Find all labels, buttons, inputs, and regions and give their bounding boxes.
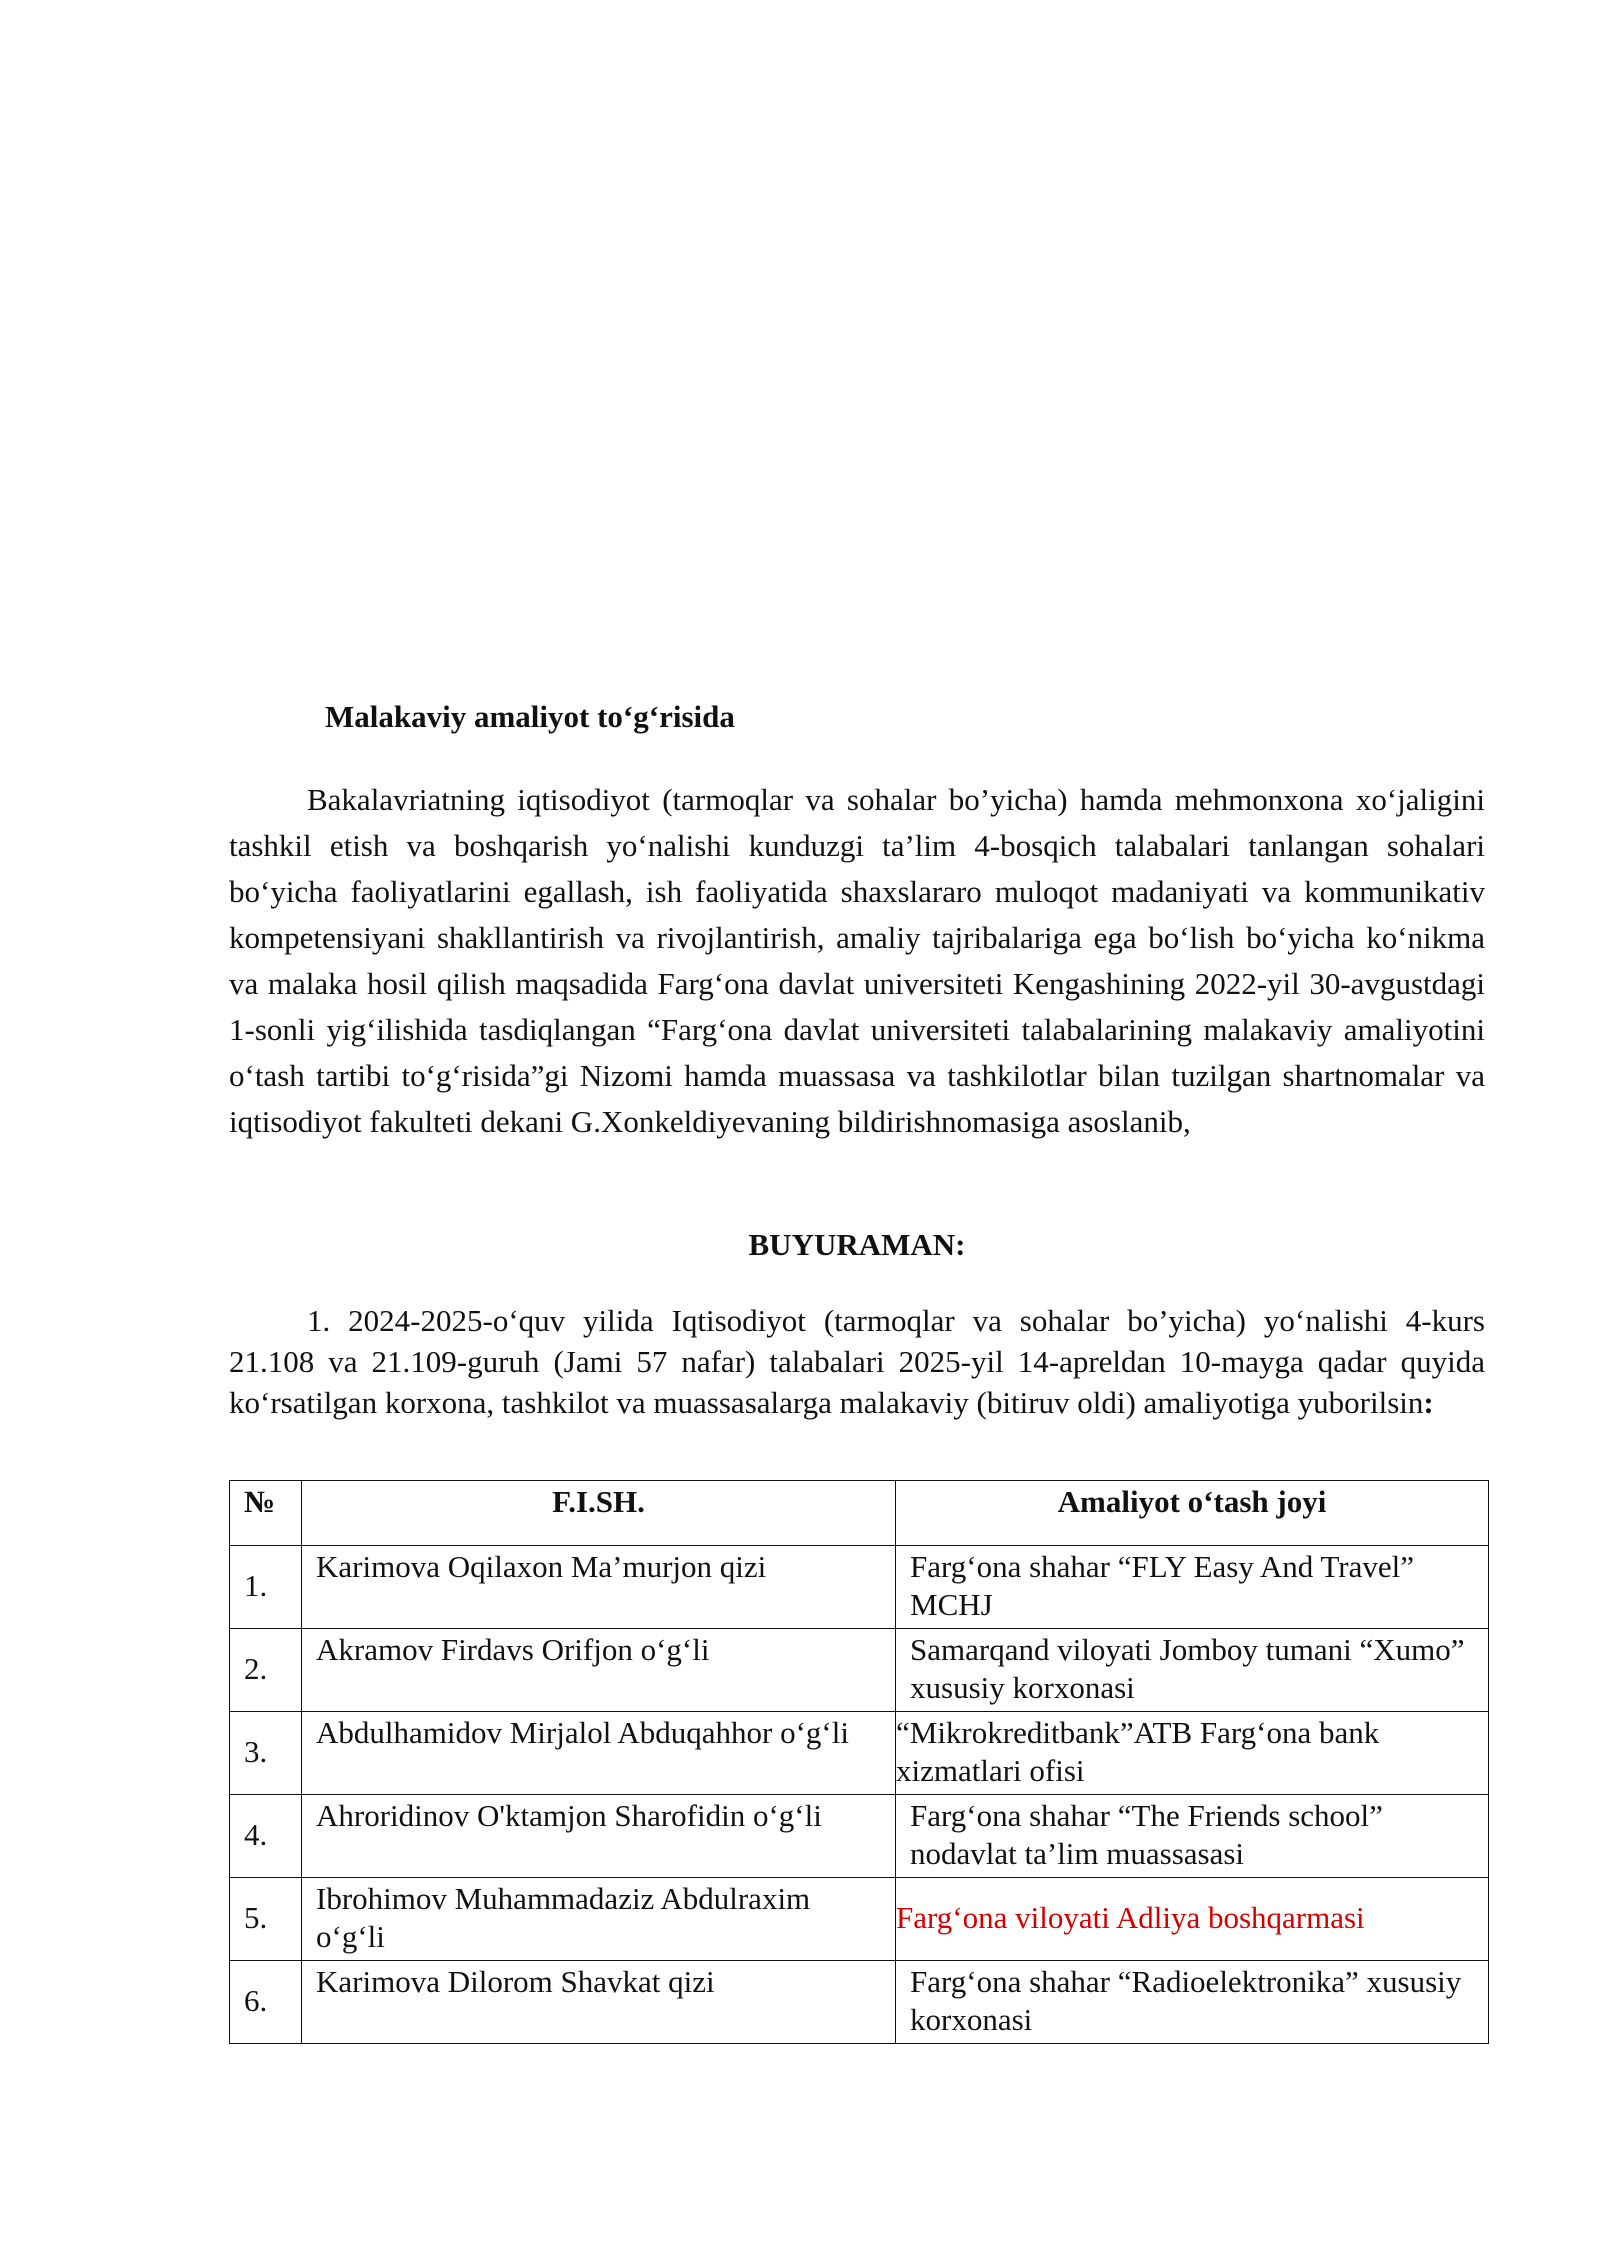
order-heading: BUYURAMAN: — [748, 1227, 966, 1262]
row-name: Karimova Dilorom Shavkat qizi — [302, 1961, 896, 2044]
row-name: Karimova Oqilaxon Ma’murjon qizi — [302, 1546, 896, 1629]
header-num: № — [230, 1481, 302, 1546]
row-place: “Mikrokreditbank”ATB Farg‘ona bank xizmatlari ofisi — [896, 1712, 1489, 1795]
header-name: F.I.SH. — [302, 1481, 896, 1546]
row-num: 6. — [230, 1961, 302, 2044]
row-num: 5. — [230, 1878, 302, 1961]
table-row — [230, 1878, 1489, 1961]
row-num: 2. — [230, 1629, 302, 1712]
row-place: Farg‘ona shahar “Radioelektronika” xususiy korxonasi — [896, 1961, 1489, 2044]
row-name: Akramov Firdavs Orifjon o‘g‘li — [302, 1629, 896, 1712]
intro-paragraph: Bakalavriatning iqtisodiyot (tarmoqlar va sohalar bo’yicha) hamda mehmonxona xo‘jaligini tashkil etish va boshqarish yo‘nalishi kunduzgi ta’lim 4-bosqich talabalari tanlangan sohalari bo‘yicha faoliyatlarini egallash, ish faoliyatida shaxslararo muloqot madaniyati va kommunikativ kompetensiyani shakllantirish va rivojlantirish, amaliy tajribalariga ega bo‘lish bo‘yicha ko‘nikma va malaka hosil qilish maqsadida Farg‘ona davlat universiteti Kengashining 2022-yil 30-avgustdagi 1-sonli yig‘ilishida tasdiqlangan “Farg‘ona davlat universiteti talabalarining malakaviy amaliyotini o‘tash tartibi to‘g‘risida”gi Nizomi hamda muassasa va tashkilotlar bilan tuzilgan shartnomalar va iqtisodiyot fakulteti dekani G.Xonkeldiyevaning bildirishnomasiga asoslanib, — [229, 782, 1485, 1139]
document-title: Malakaviy amaliyot to‘g‘risida — [325, 699, 735, 734]
row-place-highlighted: Farg‘ona viloyati Adliya boshqarmasi — [896, 1878, 1489, 1961]
row-name: Ahroridinov O'ktamjon Sharofidin o‘g‘li — [302, 1795, 896, 1878]
order-item-1 — [229, 1300, 1485, 1423]
row-place: Farg‘ona shahar “FLY Easy And Travel” MCHJ — [896, 1546, 1489, 1629]
header-place: Amaliyot o‘tash joyi — [896, 1481, 1489, 1546]
table-row — [230, 1795, 1489, 1878]
table-row — [230, 1961, 1489, 2044]
order-item-1-colon: : — [1423, 1385, 1434, 1420]
table-row — [230, 1546, 1489, 1629]
row-num: 4. — [230, 1795, 302, 1878]
table-row — [230, 1629, 1489, 1712]
row-place: Samarqand viloyati Jomboy tumani “Xumo” xususiy korxonasi — [896, 1629, 1489, 1712]
row-place: Farg‘ona shahar “The Friends school” nodavlat ta’lim muassasasi — [896, 1795, 1489, 1878]
row-name: Ibrohimov Muhammadaziz Abdulraxim o‘g‘li — [302, 1878, 896, 1961]
row-num: 1. — [230, 1546, 302, 1629]
placements-table — [229, 1480, 1489, 2044]
table-row — [230, 1712, 1489, 1795]
table-header-row — [230, 1481, 1489, 1546]
row-name: Abdulhamidov Mirjalol Abduqahhor o‘g‘li — [302, 1712, 896, 1795]
row-num: 3. — [230, 1712, 302, 1795]
order-item-1-text: 1. 2024-2025-o‘quv yilida Iqtisodiyot (tarmoqlar va sohalar bo’yicha) yo‘nalishi 4-kurs 21.108 va 21.109-guruh (Jami 57 nafar) talabalari 2025-yil 14-apreldan 10-mayga qadar quyida ko‘rsatilgan korxona, tashkilot va muassasalarga malakaviy (bitiruv oldi) amaliyotiga yuborilsin — [229, 1303, 1485, 1420]
